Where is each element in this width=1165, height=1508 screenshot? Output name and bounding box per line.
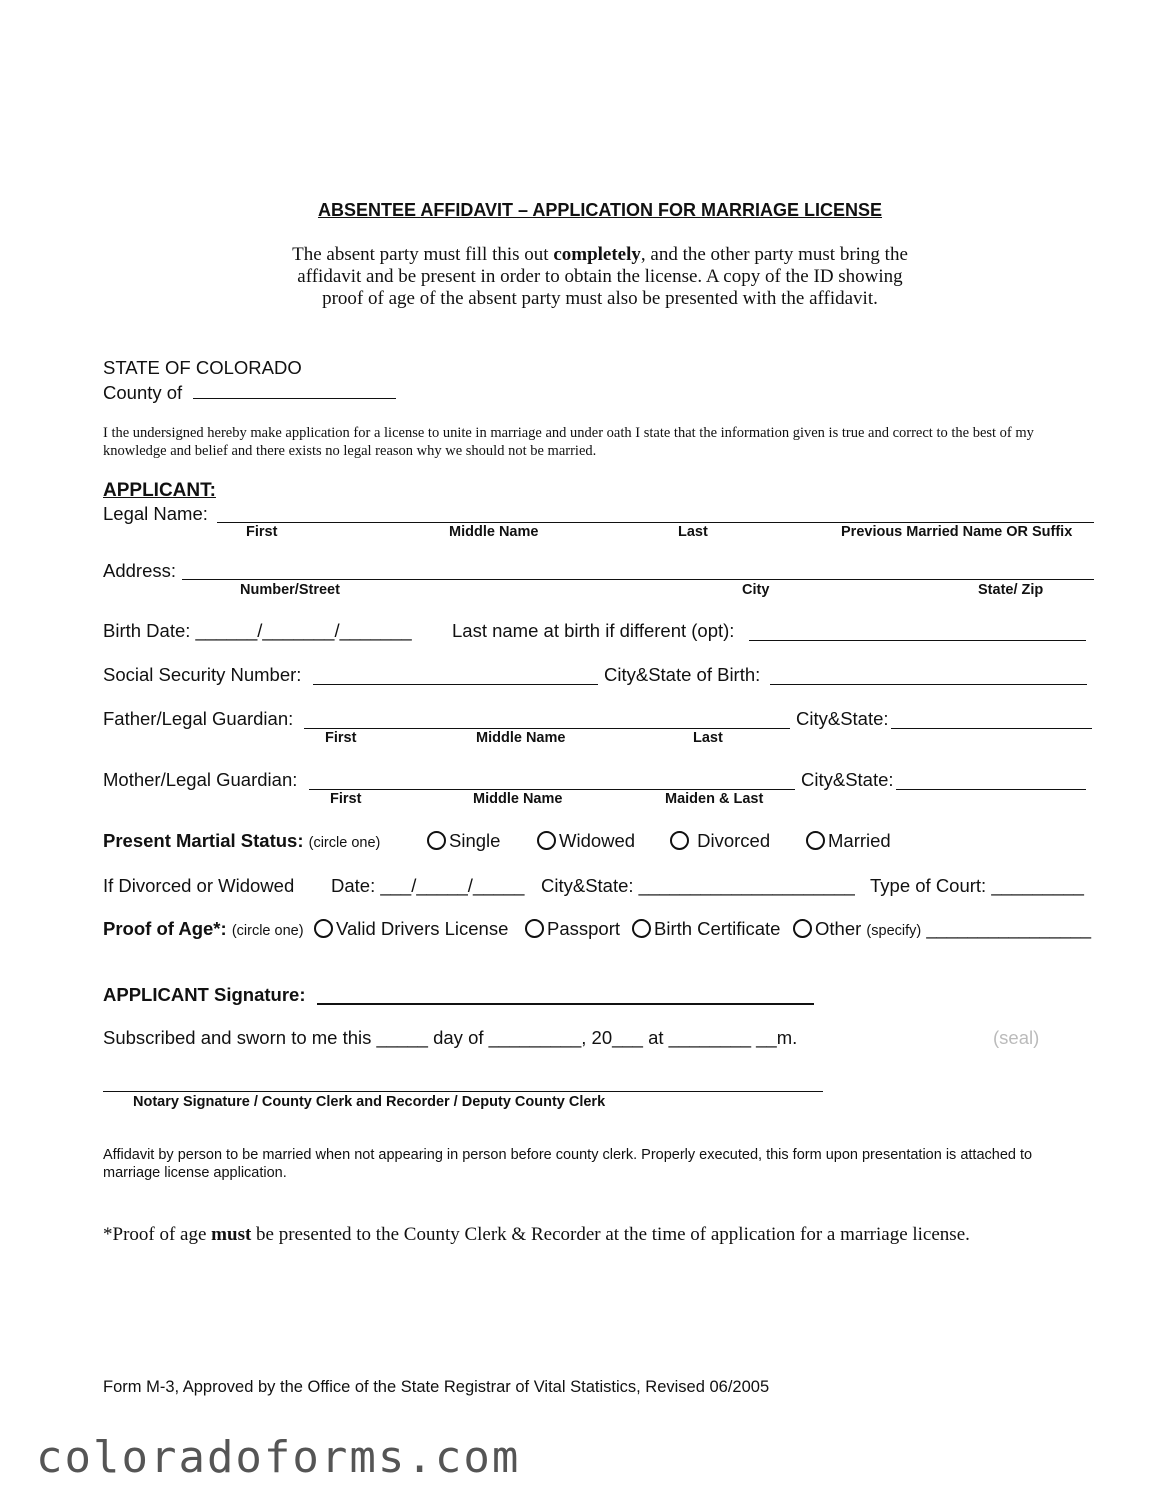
notary-signature-field[interactable] (103, 1073, 823, 1092)
city-state-birth-label: City&State of Birth: (604, 664, 761, 685)
proof-note (103, 1224, 970, 1246)
father-sub-middle: Middle Name (476, 730, 566, 746)
mother-sub-middle: Middle Name (473, 791, 563, 807)
radio-icon[interactable] (806, 831, 825, 850)
city-state-birth-field[interactable] (770, 666, 1087, 685)
radio-icon[interactable] (427, 831, 446, 850)
intro-line1-end: , and the other party must bring the (640, 244, 908, 265)
birth-date-label: Birth Date: (103, 620, 191, 641)
proof-note-end: be presented to the County Clerk & Recorder at the time of application for a marriage license. (251, 1224, 970, 1245)
county-row (103, 380, 396, 404)
legal-name-sub-middle: Middle Name (449, 524, 539, 540)
marital-option-single[interactable] (427, 830, 500, 852)
sworn-statement[interactable]: Subscribed and sworn to me this _____ day of _________, 20___ at ________ __m. (103, 1027, 798, 1048)
marital-widowed-label: Widowed (559, 830, 636, 851)
radio-icon[interactable] (525, 919, 544, 938)
address-sub-city: City (742, 582, 770, 598)
proof-note-bold: must (211, 1224, 252, 1245)
marital-divorced-label: Divorced (692, 830, 771, 851)
legal-name-sub-last: Last (678, 524, 708, 540)
applicant-signature-field[interactable] (317, 984, 814, 1005)
mother-name-field[interactable] (309, 771, 795, 790)
proof-specify-hint: (specify) (866, 923, 922, 939)
proof-license-label: Valid Drivers License (336, 918, 509, 939)
watermark-text: coloradoforms.com (36, 1432, 521, 1483)
birth-date-field[interactable]: ______/_______/_______ (195, 620, 412, 641)
birth-date-row (103, 620, 412, 642)
legal-name-sub-first: First (246, 524, 278, 540)
father-sub-last: Last (693, 730, 723, 746)
father-name-field[interactable] (304, 710, 790, 729)
father-city-field[interactable] (891, 710, 1092, 729)
last-name-birth-field[interactable] (749, 622, 1086, 641)
mother-label: Mother/Legal Guardian: (103, 769, 298, 790)
proof-note-start: *Proof of age (103, 1224, 212, 1245)
marital-hint: (circle one) (308, 835, 381, 851)
ssn-label: Social Security Number: (103, 664, 302, 685)
intro-line1: The absent party must fill this out (292, 244, 554, 265)
marital-status-row (103, 830, 380, 852)
seal-placeholder: (seal) (993, 1027, 1040, 1048)
legal-name-field[interactable] (217, 504, 1094, 523)
oath-text (103, 424, 1034, 460)
proof-option-license[interactable] (314, 918, 508, 940)
radio-icon[interactable] (632, 919, 651, 938)
radio-icon[interactable] (314, 919, 333, 938)
marital-option-married[interactable] (806, 830, 891, 852)
proof-hint: (circle one) (231, 923, 304, 939)
radio-icon[interactable] (537, 831, 556, 850)
mother-sub-first: First (330, 791, 362, 807)
proof-other-label: Other (815, 918, 862, 939)
state-label: STATE OF COLORADO (103, 357, 302, 378)
proof-option-passport[interactable] (525, 918, 620, 940)
proof-option-birth[interactable] (632, 918, 780, 940)
marital-option-widowed[interactable] (537, 830, 635, 852)
intro-paragraph (0, 244, 1165, 310)
legal-name-sub-previous: Previous Married Name OR Suffix (841, 524, 1073, 540)
intro-bold: completely (553, 244, 641, 265)
proof-birth-label: Birth Certificate (654, 918, 781, 939)
marital-single-label: Single (449, 830, 501, 851)
address-sub-street: Number/Street (240, 582, 340, 598)
father-label: Father/Legal Guardian: (103, 708, 294, 729)
applicant-signature-label: APPLICANT Signature: (103, 984, 306, 1005)
county-field[interactable] (193, 380, 396, 399)
affidavit-note-line2: marriage license application. (103, 1165, 287, 1181)
proof-row (103, 918, 304, 940)
address-sub-statezip: State/ Zip (978, 582, 1044, 598)
form-footer: Form M-3, Approved by the Office of the State Registrar of Vital Statistics, Revised 06/2005 (103, 1378, 770, 1396)
ssn-field[interactable] (313, 666, 598, 685)
mother-city-field[interactable] (896, 771, 1086, 790)
proof-passport-label: Passport (547, 918, 621, 939)
divorced-city-field[interactable]: City&State: _____________________ (541, 875, 855, 896)
legal-name-label: Legal Name: (103, 503, 208, 524)
mother-sub-maiden: Maiden & Last (665, 791, 764, 807)
address-field[interactable] (182, 561, 1094, 580)
court-type-field[interactable]: Type of Court: _________ (870, 875, 1084, 896)
father-city-label: City&State: (796, 708, 889, 729)
father-sub-first: First (325, 730, 357, 746)
county-label: County of (103, 382, 183, 403)
divorced-date-field[interactable]: Date: ___/_____/_____ (331, 875, 525, 896)
divorced-label: If Divorced or Widowed (103, 875, 295, 896)
notary-caption: Notary Signature / County Clerk and Recorder / Deputy County Clerk (133, 1094, 606, 1110)
oath-line1: I the undersigned hereby make application for a license to unite in marriage and under oath I state that the information given is true and correct to the best of my (103, 425, 1034, 441)
oath-line2: knowledge and belief and there exists no legal reason why we should not be married. (103, 443, 597, 459)
marital-option-divorced[interactable] (670, 830, 770, 852)
affidavit-note (103, 1146, 1032, 1182)
marital-label: Present Martial Status: (103, 830, 304, 851)
radio-icon[interactable] (670, 831, 689, 850)
mother-city-label: City&State: (801, 769, 894, 790)
applicant-heading: APPLICANT: (103, 480, 216, 501)
proof-label: Proof of Age*: (103, 918, 227, 939)
marital-married-label: Married (828, 830, 891, 851)
intro-line2: affidavit and be present in order to obtain the license. A copy of the ID showing (297, 266, 903, 287)
affidavit-note-line1: Affidavit by person to be married when not appearing in person before county clerk. Properly executed, this form upon presentation is attached to (103, 1147, 1033, 1163)
form-title: ABSENTEE AFFIDAVIT – APPLICATION FOR MARRIAGE LICENSE (317, 200, 883, 220)
proof-specify-field[interactable]: ________________ (926, 918, 1091, 939)
last-name-birth-label: Last name at birth if different (opt): (452, 620, 735, 641)
intro-line3: proof of age of the absent party must also be presented with the affidavit. (322, 288, 878, 309)
proof-option-other[interactable] (793, 918, 1091, 940)
address-label: Address: (103, 560, 177, 581)
radio-icon[interactable] (793, 919, 812, 938)
